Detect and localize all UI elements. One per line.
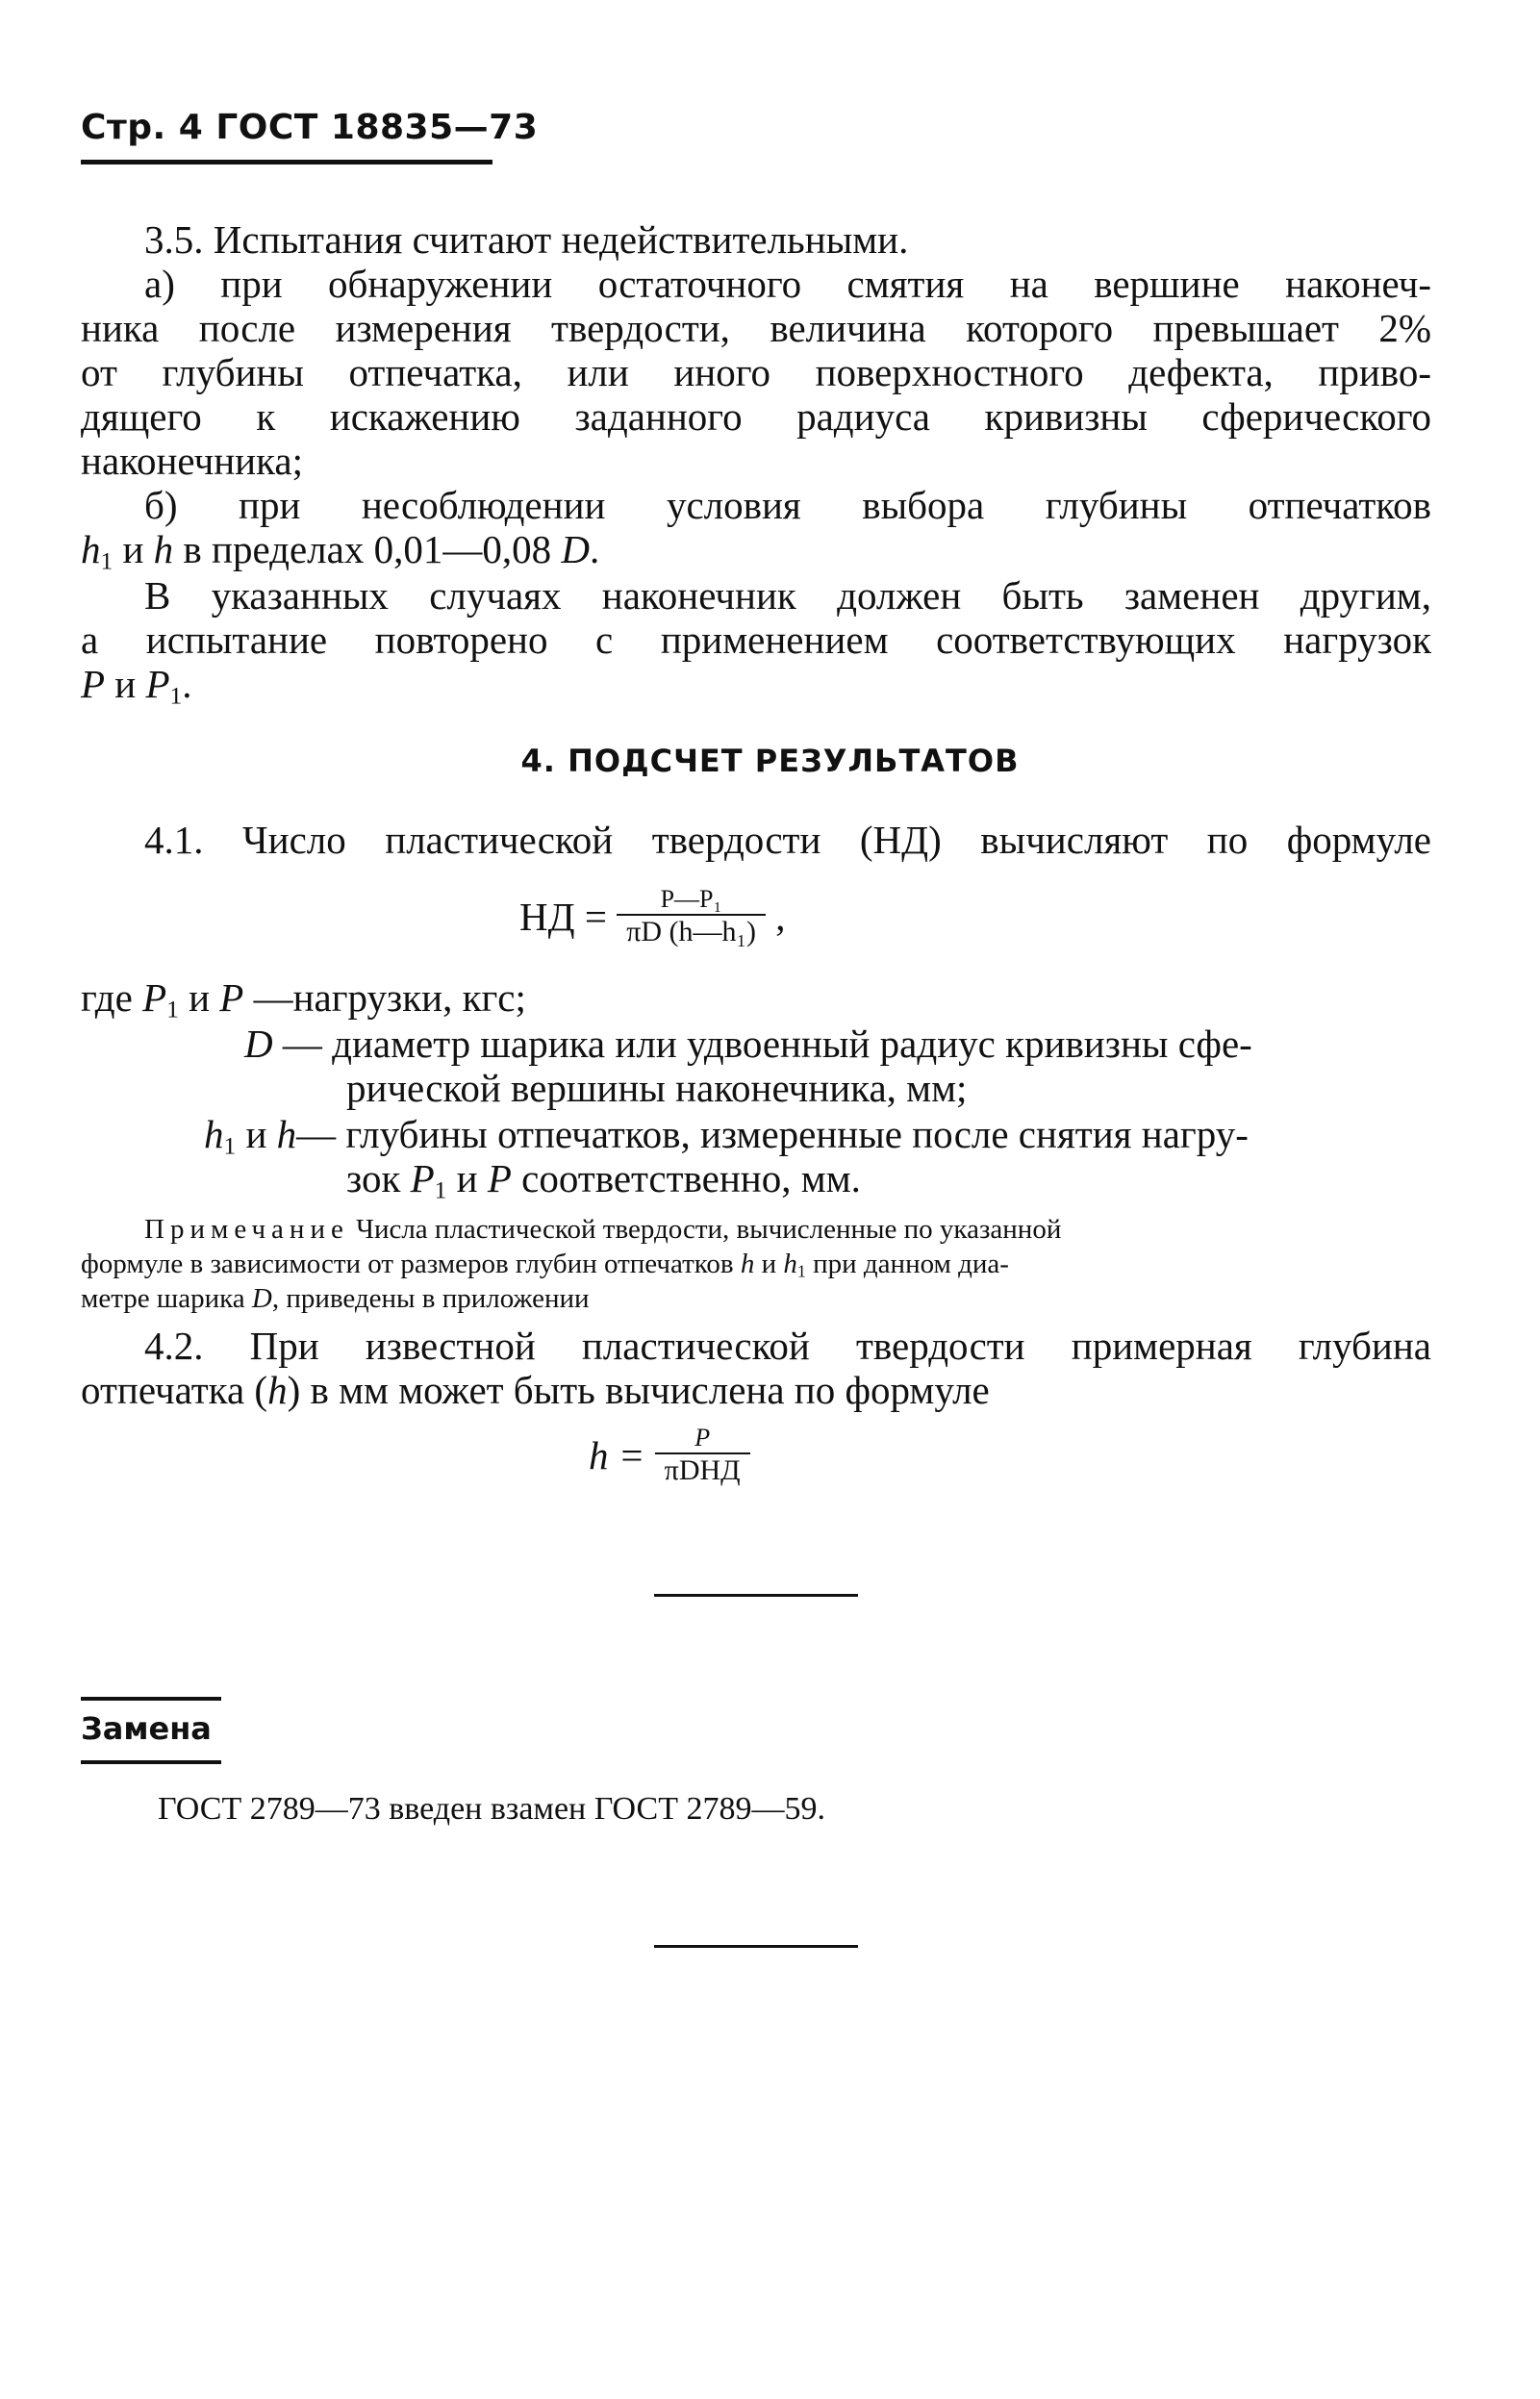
end-rule <box>654 1945 858 1948</box>
note-line-3: метре шарика D, приведены в приложении <box>81 1283 590 1314</box>
replacement-rule-bottom <box>81 1760 221 1764</box>
replacement-title: Замена <box>81 1710 212 1747</box>
formula-hardness-denominator: πD (h—h₁) <box>626 916 756 947</box>
clause-3-5-a-line-1: а) при обнаружении остаточного смятия на вершине наконеч- <box>144 262 1431 306</box>
page-header: Стр. 4 ГОСТ 18835—73 <box>81 108 539 147</box>
clause-3-5-a-line-3: от глубины отпечатка, или иного поверхностного дефекта, приво- <box>81 350 1431 394</box>
clause-3-5-title: 3.5. Испытания считают недействительными. <box>144 217 909 262</box>
note-line-2: формуле в зависимости от размеров глубин отпечатков h и $h_1$ при данном диа- <box>81 1249 1009 1281</box>
where-line-5: зок $P_1$ и P соответственно, мм. <box>346 1156 861 1204</box>
header-rule <box>81 160 492 164</box>
section-4-title: 4. ПОДСЧЕТ РЕЗУЛЬТАТОВ <box>520 743 1020 779</box>
where-line-2: D — диаметр шарика или удвоенный радиус кривизны сфе- <box>244 1022 1252 1066</box>
where-line-3: рической вершины наконечника, мм; <box>346 1066 968 1110</box>
clause-4-2-line-2: отпечатка (h) в мм может быть вычислена по формуле <box>81 1368 990 1412</box>
clause-3-5-a-line-4: дящего к искажению заданного радиуса кривизны сферического <box>81 394 1431 439</box>
clause-3-5-a-line-2: ника после измерения твердости, величина которого превышает 2% <box>81 306 1431 350</box>
clause-3-5-c-line-2: а испытание повторено с применением соответствующих нагрузок <box>81 618 1431 662</box>
clause-3-5-c-line-3: P и $P_1$. <box>81 662 192 710</box>
divider-rule <box>654 1594 858 1597</box>
clause-3-5-c-line-1: В указанных случаях наконечник должен быть заменен другим, <box>144 573 1431 618</box>
where-line-1: где $P_1$ и P —нагрузки, кгс; <box>81 975 526 1023</box>
clause-3-5-b-line-1: б) при несоблюдении условия выбора глубины отпечатков <box>144 483 1431 527</box>
formula-hardness: НД = $\frac{\text{P—P₁}}{\text{πD (h—h₁)}}$ , <box>519 885 786 947</box>
clause-3-5-b-line-2: $h_1$ и h в пределах 0,01—0,08 D. <box>81 527 600 575</box>
formula-depth-denominator: πDНД <box>664 1454 741 1486</box>
note-line-1: Примечание Числа пластической твердости, вычисленные по указанной <box>144 1214 1062 1245</box>
formula-hardness-numerator: P—P₁ <box>660 885 722 913</box>
replacement-rule-top <box>81 1697 221 1701</box>
where-line-4: $h_1$ и h— глубины отпечатков, измеренные после снятия нагру- <box>204 1112 1249 1160</box>
formula-depth: h = $\frac{P}{\text{πDНД}}$ <box>589 1424 750 1487</box>
clause-4-1-text: 4.1. Число пластической твердости (НД) вычисляют по формуле <box>144 818 1431 862</box>
formula-depth-numerator: P <box>694 1424 711 1452</box>
replacement-text: ГОСТ 2789—73 введен взамен ГОСТ 2789—59. <box>158 1791 825 1827</box>
clause-3-5-a-line-5: наконечника; <box>81 439 303 483</box>
clause-4-2-line-1: 4.2. При известной пластической твердости примерная глубина <box>144 1324 1431 1368</box>
